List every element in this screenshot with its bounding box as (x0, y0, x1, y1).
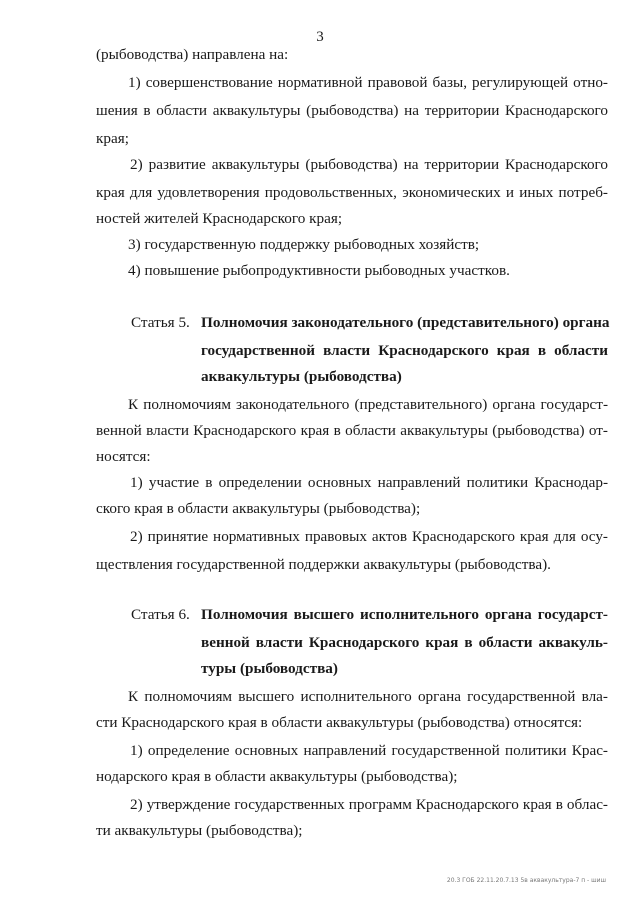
article-5-label: Статья 5. (131, 314, 190, 331)
article-6-title-line-2: венной власти Краснодарского края в области аквакуль- (201, 634, 608, 651)
goal-2-line-2: края для удовлетворения продовольственных, экономических и иных потреб- (96, 184, 608, 201)
article-5-title-line-3: аквакультуры (рыбоводства) (201, 368, 402, 385)
article-6-title-line-1: Полномочия высшего исполнительного органа государст- (201, 606, 608, 623)
article-6-item-2-line-1: 2) утверждение государственных программ Краснодарского края в облас- (130, 796, 608, 813)
goal-2-line-1: 2) развитие аквакультуры (рыбоводства) на территории Краснодарского (130, 156, 608, 173)
goal-3-line: 3) государственную поддержку рыбоводных хозяйств; (128, 236, 480, 253)
goal-2-line-3: ностей жителей Краснодарского края; (96, 210, 343, 227)
article-6-title-line-3: туры (рыбоводства) (201, 660, 338, 677)
article-5-title-line-2: государственной власти Краснодарского края в области (201, 342, 608, 359)
article-5-intro-line-1: К полномочиям законодательного (представительного) органа государст- (128, 396, 608, 413)
article-6-item-1-line-2: нодарского края в области аквакультуры (рыбоводства); (96, 768, 458, 785)
goal-1-line-2: шения в области аквакультуры (рыбоводства) на территории Краснодарского (96, 102, 608, 119)
file-path-footer: 20.3 ГОБ 22.11.20.7.13 5в аквакультура-7 п - шиш (446, 877, 606, 884)
goal-4-line: 4) повышение рыбопродуктивности рыбоводных участков. (128, 262, 510, 279)
goal-1-line-3: края; (96, 130, 129, 147)
goal-1-line-1: 1) совершенствование нормативной правовой базы, регулирующей отно- (128, 74, 608, 91)
intro-line: (рыбоводства) направлена на: (96, 46, 289, 63)
article-6-item-1-line-1: 1) определение основных направлений государственной политики Крас- (130, 742, 608, 759)
article-6-label: Статья 6. (131, 606, 190, 623)
article-5-item-2-line-2: ществления государственной поддержки аквакультуры (рыбоводства). (96, 556, 551, 573)
article-6-intro-line-1: К полномочиям высшего исполнительного органа государственной вла- (128, 688, 608, 705)
article-5-item-2-line-1: 2) принятие нормативных правовых актов Краснодарского края для осу- (130, 528, 608, 545)
article-6-intro-line-2: сти Краснодарского края в области аквакультуры (рыбоводства) относятся: (96, 714, 583, 731)
article-5-title-line-1: Полномочия законодательного (представительного) органа (201, 314, 610, 331)
article-5-intro-line-2: венной власти Краснодарского края в области аквакультуры (рыбоводства) от- (96, 422, 608, 439)
article-5-intro-line-3: носятся: (96, 448, 151, 465)
page-number: 3 (316, 29, 324, 45)
article-6-item-2-line-2: ти аквакультуры (рыбоводства); (96, 822, 303, 839)
article-5-item-1-line-1: 1) участие в определении основных направлений политики Краснодар- (130, 474, 608, 491)
article-5-item-1-line-2: ского края в области аквакультуры (рыбоводства); (96, 500, 421, 517)
